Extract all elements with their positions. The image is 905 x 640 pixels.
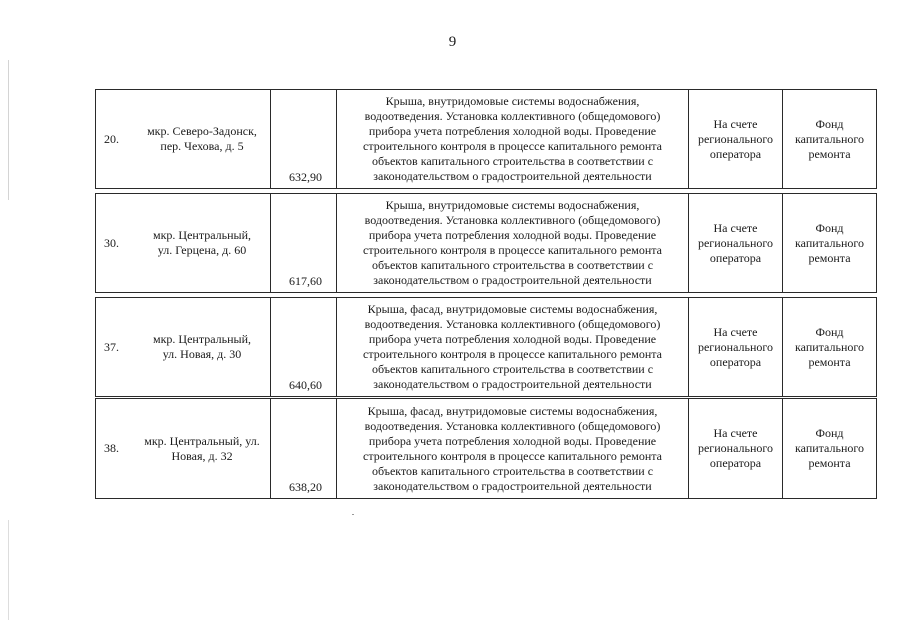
- row-funding-source: Фонд капитального ремонта: [782, 399, 876, 498]
- table-row: [95, 193, 877, 293]
- row-number: 20.: [104, 131, 119, 146]
- scan-speck: [352, 514, 354, 515]
- row-number: 37.: [104, 339, 119, 354]
- row-works: Крыша, внутридомовые системы водоснабжения, водоотведения. Установка коллективного (общедомового) прибора учета потребления холодной воды. Проведение строительного контроля в процессе капитального ремонта объектов капитального строительства в соответствии с законодательством о градостроительной деятельности: [336, 194, 688, 292]
- row-funding-source: Фонд капитального ремонта: [782, 90, 876, 188]
- row-payment-scheme: На счете регионального оператора: [688, 194, 782, 292]
- row-number: 30.: [104, 235, 119, 250]
- page-number: 9: [448, 34, 457, 50]
- table-row: [95, 398, 877, 499]
- row-number: 38.: [104, 441, 119, 455]
- table-row: [95, 89, 877, 189]
- row-works: Крыша, фасад, внутридомовые системы водоснабжения, водоотведения. Установка коллективного (общедомового) прибора учета потребления холодной воды. Проведение строительного контроля в процессе капитального ремонта объектов капитального строительства в соответствии с законодательством о градостроительной деятельности: [336, 399, 688, 498]
- row-funding-source: Фонд капитального ремонта: [782, 194, 876, 292]
- row-payment-scheme: На счете регионального оператора: [688, 399, 782, 498]
- row-cost: 638,20: [270, 399, 336, 498]
- row-address: мкр. Северо-Задонск, пер. Чехова, д. 5: [147, 124, 257, 153]
- row-payment-scheme: На счете регионального оператора: [688, 298, 782, 396]
- row-cost: 632,90: [270, 90, 336, 188]
- row-address: мкр. Центральный, ул. Новая, д. 32: [144, 433, 260, 463]
- row-works: Крыша, внутридомовые системы водоснабжения, водоотведения. Установка коллективного (общедомового) прибора учета потребления холодной воды. Проведение строительного контроля в процессе капитального ремонта объектов капитального строительства в соответствии с законодательством о градостроительной деятельности: [336, 90, 688, 188]
- row-address: мкр. Центральный, ул. Новая, д. 30: [152, 332, 252, 361]
- row-cost: 640,60: [270, 298, 336, 396]
- scan-margin-mark: [8, 60, 9, 200]
- row-payment-scheme: На счете регионального оператора: [688, 90, 782, 188]
- row-funding-source: Фонд капитального ремонта: [782, 298, 876, 396]
- table-row: [95, 297, 877, 397]
- row-works: Крыша, фасад, внутридомовые системы водоснабжения, водоотведения. Установка коллективного (общедомового) прибора учета потребления холодной воды. Проведение строительного контроля в процессе капитального ремонта объектов капитального строительства в соответствии с законодательством о градостроительной деятельности: [336, 298, 688, 396]
- row-cost: 617,60: [270, 194, 336, 292]
- row-address: мкр. Центральный, ул. Герцена, д. 60: [152, 228, 252, 257]
- scan-margin-mark: [8, 520, 9, 620]
